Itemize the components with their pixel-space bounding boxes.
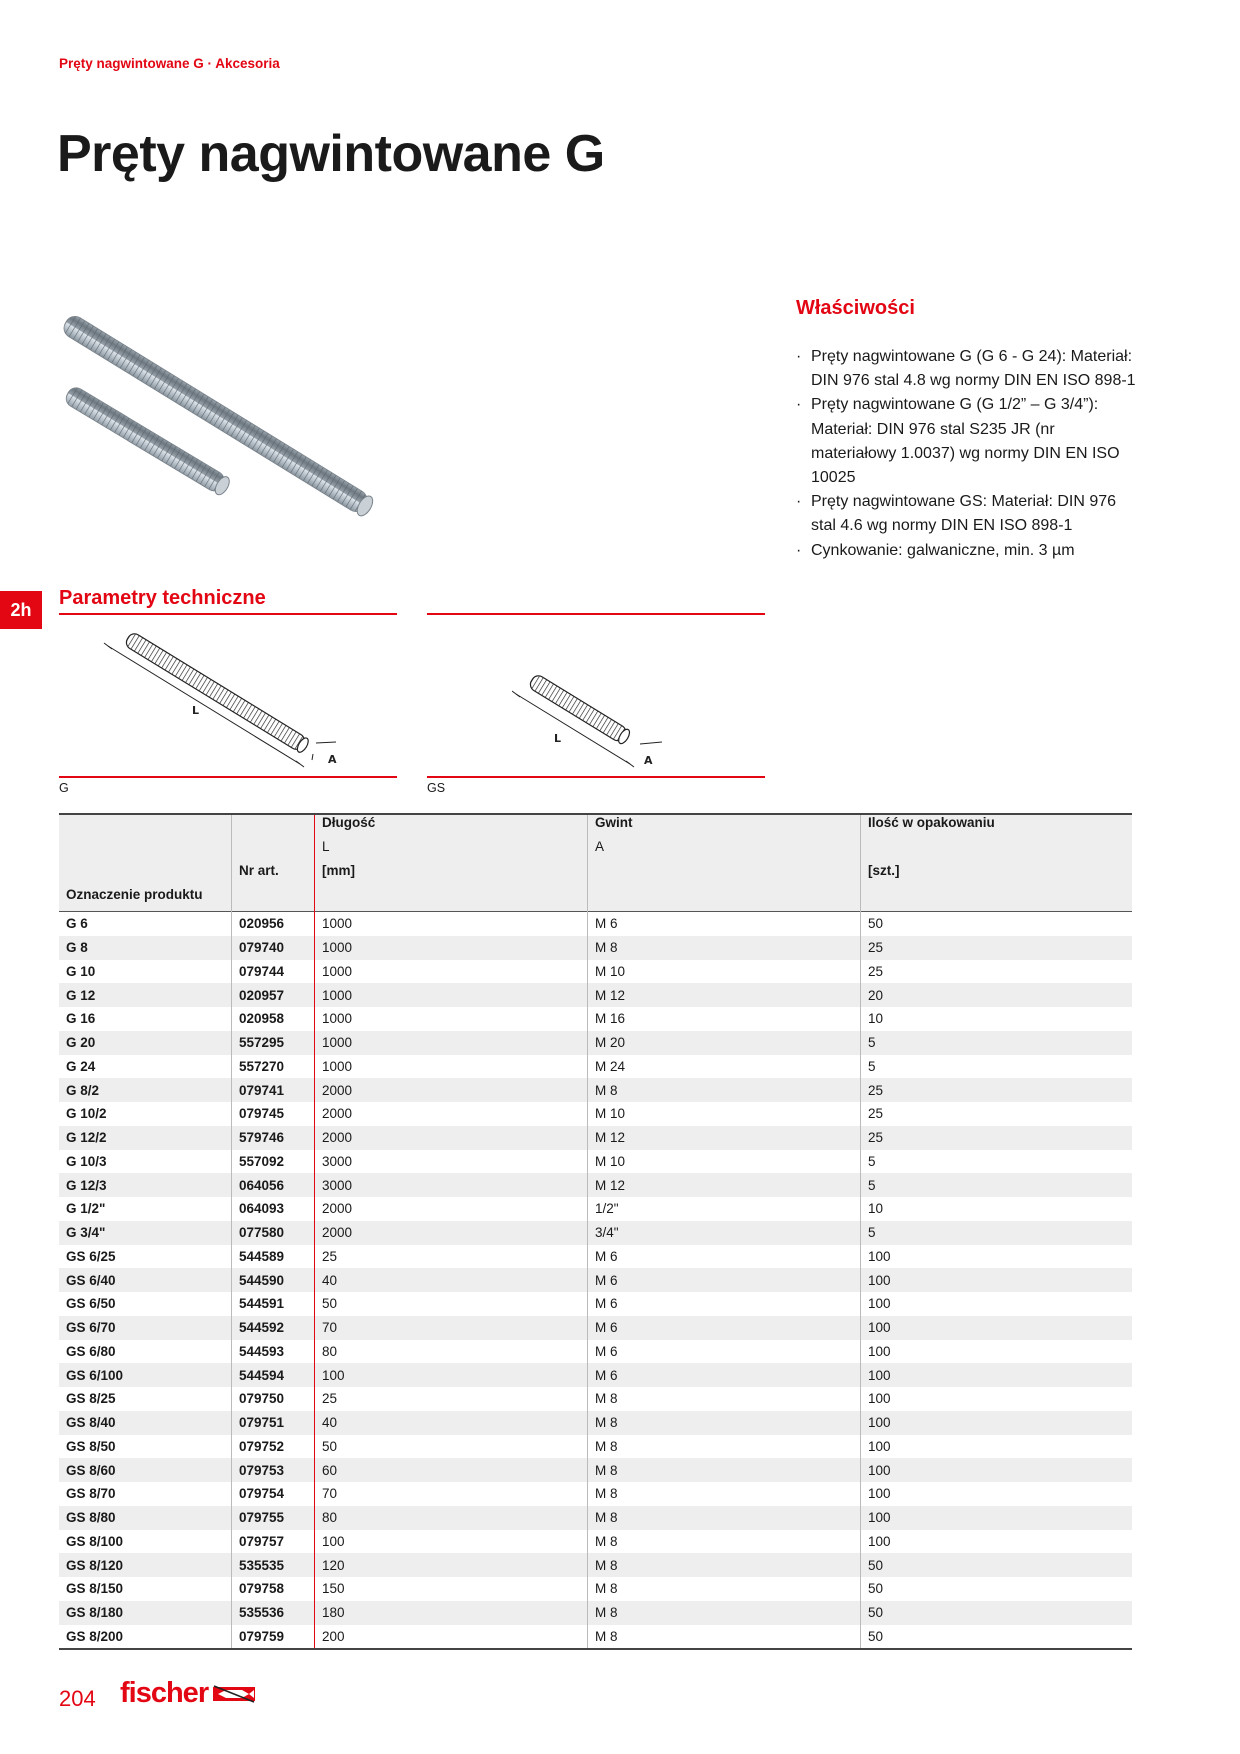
length-value: 1000 <box>315 1007 588 1031</box>
article-number: 079744 <box>232 960 315 984</box>
quantity-value: 100 <box>861 1268 1133 1292</box>
length-value: 40 <box>315 1268 588 1292</box>
table-row <box>59 1221 1132 1245</box>
product-designation: GS 8/80 <box>59 1506 232 1530</box>
dim-thread-label: A <box>328 753 337 766</box>
product-designation: GS 8/60 <box>59 1458 232 1482</box>
table-row <box>59 1553 1132 1577</box>
product-designation: GS 8/100 <box>66 1533 124 1549</box>
quantity-value: 100 <box>861 1292 1133 1316</box>
length-value: 150 <box>315 1577 588 1601</box>
quantity-value: 100 <box>861 1530 1133 1554</box>
article-number: 535536 <box>232 1601 315 1625</box>
thread-value: M 8 <box>588 1530 861 1554</box>
quantity-value: 100 <box>861 1387 1133 1411</box>
table-row <box>59 1055 1132 1079</box>
length-value: 2000 <box>315 1102 588 1126</box>
thread-value: M 20 <box>588 1031 861 1055</box>
article-number: 079758 <box>232 1577 315 1601</box>
header-qty: Ilość w opakowaniu <box>861 814 1133 839</box>
thread-value: M 6 <box>588 1340 861 1364</box>
product-designation: G 10/3 <box>66 1153 107 1169</box>
thread-value: M 12 <box>588 1173 861 1197</box>
thread-value: M 8 <box>588 1553 861 1577</box>
table-row <box>59 983 1132 1007</box>
table-row <box>59 1197 1132 1221</box>
table-row <box>59 1007 1132 1031</box>
product-designation: G 6 <box>59 912 232 936</box>
divider <box>427 776 765 778</box>
product-designation: G 12/2 <box>59 1126 232 1150</box>
thread-value: M 6 <box>588 1363 861 1387</box>
article-number: 079753 <box>232 1458 315 1482</box>
thread-value: M 8 <box>588 1482 861 1506</box>
dim-length-label: L <box>554 732 562 745</box>
page-number: 204 <box>59 1686 96 1711</box>
length-value: 2000 <box>315 1126 588 1150</box>
table-row <box>59 1435 1132 1459</box>
product-designation: GS 6/40 <box>59 1268 232 1292</box>
brand-name: fischer <box>120 1677 209 1709</box>
table-header-row <box>59 863 1132 887</box>
length-value: 2000 <box>315 1221 588 1245</box>
table-header-row <box>59 839 1132 863</box>
thread-value: M 10 <box>588 960 861 984</box>
product-designation: GS 6/80 <box>66 1343 116 1359</box>
product-designation: GS 6/50 <box>66 1296 116 1312</box>
article-number: 020958 <box>232 1007 315 1031</box>
diagram-caption-g: G <box>59 781 69 795</box>
length-value: 180 <box>315 1601 588 1625</box>
article-number: 557092 <box>232 1150 315 1174</box>
quantity-value: 100 <box>861 1340 1133 1364</box>
thread-value: M 8 <box>588 1078 861 1102</box>
article-number: 020957 <box>232 983 315 1007</box>
table-row <box>59 1292 1132 1316</box>
article-number: 079755 <box>232 1506 315 1530</box>
quantity-value: 5 <box>861 1055 1133 1079</box>
dim-length-label: L <box>192 704 200 717</box>
length-value: 200 <box>315 1625 588 1650</box>
header-product: Oznaczenie produktu <box>59 887 232 912</box>
quantity-value: 25 <box>861 1126 1133 1150</box>
table-body <box>59 912 1132 1650</box>
table-row <box>59 1411 1132 1435</box>
product-designation: G 1/2" <box>66 1201 106 1217</box>
bullet-dot: · <box>796 396 802 414</box>
table-row <box>59 1340 1132 1364</box>
thread-value: M 6 <box>588 1316 861 1340</box>
length-value: 2000 <box>315 1078 588 1102</box>
diagram-g <box>100 630 360 770</box>
length-value: 60 <box>315 1458 588 1482</box>
bullet-dot: · <box>796 541 802 559</box>
quantity-value: 100 <box>861 1245 1133 1269</box>
product-designation: G 24 <box>66 1058 96 1074</box>
product-designation: GS 8/120 <box>59 1553 232 1577</box>
product-designation: GS 8/70 <box>66 1486 116 1502</box>
quantity-value: 100 <box>861 1363 1133 1387</box>
product-designation: GS 8/25 <box>66 1391 116 1407</box>
article-number: 079750 <box>232 1387 315 1411</box>
length-value: 1000 <box>315 960 588 984</box>
table-row <box>59 1482 1132 1506</box>
product-designation: GS 6/70 <box>59 1316 232 1340</box>
thread-value: M 8 <box>588 1601 861 1625</box>
article-number: 544590 <box>232 1268 315 1292</box>
spec-table <box>59 813 1132 1650</box>
product-designation: GS 8/200 <box>59 1625 232 1650</box>
dim-thread-label: A <box>644 754 653 767</box>
table-row <box>59 1387 1132 1411</box>
article-number: 535535 <box>232 1553 315 1577</box>
thread-value: 1/2" <box>588 1197 861 1221</box>
thread-value: M 8 <box>588 1458 861 1482</box>
thread-value: M 8 <box>588 1577 861 1601</box>
article-number: 079757 <box>232 1530 315 1554</box>
product-designation: GS 8/50 <box>66 1438 116 1454</box>
quantity-value: 50 <box>861 1577 1133 1601</box>
thread-value: M 12 <box>588 983 861 1007</box>
divider <box>59 776 397 778</box>
divider <box>427 613 765 615</box>
product-designation: GS 6/100 <box>59 1363 232 1387</box>
product-designation: G 16 <box>66 1011 96 1027</box>
bullet-dot: · <box>796 348 802 365</box>
table-header-row <box>59 814 1132 839</box>
section-tab: 2h <box>0 591 42 629</box>
length-value: 120 <box>315 1553 588 1577</box>
article-number: 020956 <box>232 912 315 936</box>
table-header-row <box>59 887 1132 912</box>
product-designation: GS 8/150 <box>66 1581 124 1597</box>
article-number: 544592 <box>232 1316 315 1340</box>
article-number: 544591 <box>232 1292 315 1316</box>
product-designation: GS 8/180 <box>59 1601 232 1625</box>
thread-value: M 8 <box>588 936 861 960</box>
quantity-value: 100 <box>861 1458 1133 1482</box>
thread-value: M 8 <box>588 1625 861 1650</box>
table-row <box>59 1173 1132 1197</box>
page-title: Pręty nagwintowane G <box>57 125 605 183</box>
article-number: 579746 <box>232 1126 315 1150</box>
table-row <box>59 1268 1132 1292</box>
table-row <box>59 936 1132 960</box>
table-row <box>59 1458 1132 1482</box>
length-value: 1000 <box>315 983 588 1007</box>
table-row <box>59 1150 1132 1174</box>
article-number: 079745 <box>232 1102 315 1126</box>
quantity-value: 25 <box>861 1102 1133 1126</box>
header-thread: Gwint <box>588 814 861 839</box>
quantity-value: 50 <box>861 1601 1133 1625</box>
quantity-value: 20 <box>861 983 1133 1007</box>
product-designation: G 20 <box>59 1031 232 1055</box>
quantity-value: 100 <box>861 1506 1133 1530</box>
table-row <box>59 960 1132 984</box>
length-value: 70 <box>315 1316 588 1340</box>
quantity-value: 25 <box>861 936 1133 960</box>
article-number: 079740 <box>232 936 315 960</box>
bullet-dot: · <box>796 493 802 511</box>
table-row <box>59 1530 1132 1554</box>
quantity-value: 5 <box>861 1173 1133 1197</box>
property-item: · Pręty nagwintowane G (G 1/2” – G 3/4”): Materiał: DIN 976 stal S235 JR (nr materiałowy 1.0037) wg normy DIN EN ISO 10025 <box>796 393 1136 490</box>
product-designation: G 8 <box>59 936 232 960</box>
table-row <box>59 1102 1132 1126</box>
brand-logo <box>120 1677 256 1710</box>
property-item: · Pręty nagwintowane GS: Materiał: DIN 976 stal 4.6 wg normy DIN EN ISO 898-1 <box>796 490 1136 538</box>
thread-value: M 6 <box>588 1245 861 1269</box>
product-designation: GS 6/25 <box>66 1248 116 1264</box>
article-number: 544594 <box>232 1363 315 1387</box>
property-item: · Cynkowanie: galwaniczne, min. 3 µm <box>796 539 1136 563</box>
article-number: 544593 <box>232 1340 315 1364</box>
article-number: 064093 <box>232 1197 315 1221</box>
properties-list <box>796 345 1136 563</box>
length-value: 100 <box>315 1530 588 1554</box>
table-row <box>59 912 1132 936</box>
breadcrumb: Pręty nagwintowane G · Akcesoria <box>59 56 280 71</box>
article-number: 079754 <box>232 1482 315 1506</box>
thread-value: M 8 <box>588 1387 861 1411</box>
thread-value: M 10 <box>588 1150 861 1174</box>
thread-value: M 8 <box>588 1435 861 1459</box>
product-photo <box>58 300 408 520</box>
length-value: 50 <box>315 1292 588 1316</box>
length-value: 80 <box>315 1506 588 1530</box>
length-value: 1000 <box>315 912 588 936</box>
table-row <box>59 1031 1132 1055</box>
diagram-caption-gs: GS <box>427 781 446 795</box>
length-value: 1000 <box>315 936 588 960</box>
length-value: 50 <box>315 1435 588 1459</box>
length-value: 25 <box>315 1387 588 1411</box>
product-designation: G 12/3 <box>59 1173 232 1197</box>
thread-value: M 12 <box>588 1126 861 1150</box>
length-value: 40 <box>315 1411 588 1435</box>
article-number: 557270 <box>232 1055 315 1079</box>
quantity-value: 50 <box>861 1625 1133 1650</box>
tech-params-heading: Parametry techniczne <box>59 587 266 609</box>
table-row <box>59 1126 1132 1150</box>
article-number: 079752 <box>232 1435 315 1459</box>
length-value: 25 <box>315 1245 588 1269</box>
article-number: 064056 <box>232 1173 315 1197</box>
quantity-value: 10 <box>861 1197 1133 1221</box>
table-row <box>59 1625 1132 1650</box>
thread-value: M 24 <box>588 1055 861 1079</box>
thread-value: M 8 <box>588 1411 861 1435</box>
table-row <box>59 1078 1132 1102</box>
quantity-value: 100 <box>861 1482 1133 1506</box>
article-number: 544589 <box>232 1245 315 1269</box>
quantity-value: 10 <box>861 1007 1133 1031</box>
diagram-gs <box>512 672 682 772</box>
quantity-value: 5 <box>861 1031 1133 1055</box>
table-row <box>59 1316 1132 1340</box>
properties-heading: Właściwości <box>796 297 915 319</box>
quantity-value: 100 <box>861 1411 1133 1435</box>
length-value: 1000 <box>315 1055 588 1079</box>
length-value: 2000 <box>315 1197 588 1221</box>
product-designation: G 10 <box>66 963 96 979</box>
product-designation: G 3/4" <box>59 1221 232 1245</box>
quantity-value: 100 <box>861 1316 1133 1340</box>
article-number: 079741 <box>232 1078 315 1102</box>
article-number: 077580 <box>232 1221 315 1245</box>
fish-icon <box>212 1685 256 1703</box>
quantity-value: 50 <box>861 1553 1133 1577</box>
length-value: 70 <box>315 1482 588 1506</box>
table-row <box>59 1506 1132 1530</box>
article-number: 557295 <box>232 1031 315 1055</box>
product-designation: G 10/2 <box>66 1106 107 1122</box>
thread-value: M 6 <box>588 1292 861 1316</box>
quantity-value: 5 <box>861 1221 1133 1245</box>
header-thread-symbol: A <box>588 839 861 863</box>
header-qty-unit: [szt.] <box>861 863 1133 887</box>
thread-value: 3/4" <box>588 1221 861 1245</box>
length-value: 100 <box>315 1363 588 1387</box>
product-designation: GS 8/40 <box>59 1411 232 1435</box>
table-row <box>59 1601 1132 1625</box>
header-art: Nr art. <box>232 863 315 887</box>
thread-value: M 16 <box>588 1007 861 1031</box>
product-designation: G 12 <box>59 983 232 1007</box>
table-row <box>59 1577 1132 1601</box>
quantity-value: 100 <box>861 1435 1133 1459</box>
thread-value: M 6 <box>588 1268 861 1292</box>
length-value: 80 <box>315 1340 588 1364</box>
length-value: 3000 <box>315 1173 588 1197</box>
article-number: 079751 <box>232 1411 315 1435</box>
header-length-unit: [mm] <box>315 863 588 887</box>
quantity-value: 5 <box>861 1150 1133 1174</box>
table-row <box>59 1245 1132 1269</box>
header-length: Długość <box>315 814 588 839</box>
quantity-value: 50 <box>861 912 1133 936</box>
header-length-symbol: L <box>315 839 588 863</box>
article-number: 079759 <box>232 1625 315 1650</box>
product-designation: G 8/2 <box>59 1078 232 1102</box>
length-value: 3000 <box>315 1150 588 1174</box>
quantity-value: 25 <box>861 960 1133 984</box>
divider <box>59 613 397 615</box>
thread-value: M 10 <box>588 1102 861 1126</box>
quantity-value: 25 <box>861 1078 1133 1102</box>
thread-value: M 6 <box>588 912 861 936</box>
length-value: 1000 <box>315 1031 588 1055</box>
property-item: · Pręty nagwintowane G (G 6 - G 24): Materiał: DIN 976 stal 4.8 wg normy DIN EN ISO 898-1 <box>796 345 1136 393</box>
thread-value: M 8 <box>588 1506 861 1530</box>
table-row <box>59 1363 1132 1387</box>
